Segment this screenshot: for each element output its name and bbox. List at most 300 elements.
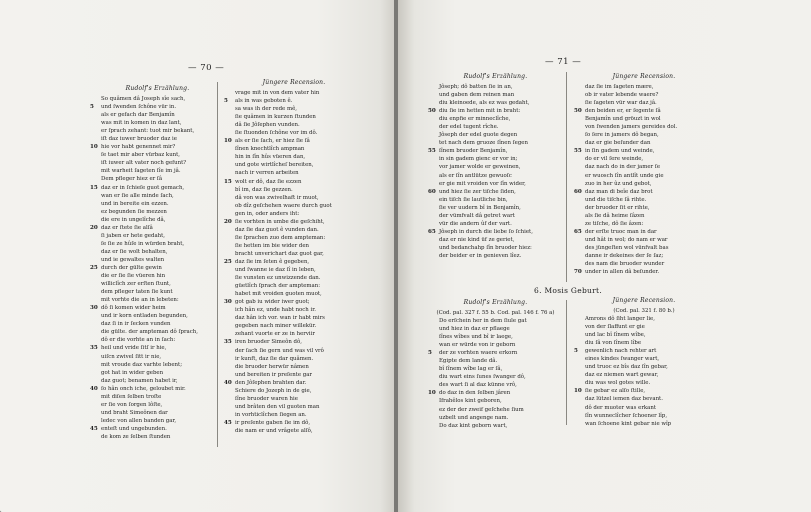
verse-text: daz nach do in der jamer ſe — [585, 164, 661, 171]
verse-line — [224, 322, 364, 330]
verse-text: mit vorhte die an in lebeten: — [101, 297, 179, 304]
verse-line — [428, 244, 563, 252]
verse-text: dâ von was zwivelhaft ir muot, — [235, 194, 319, 201]
verse-text: daz er nie kind üf ze geriet, — [439, 236, 515, 243]
line-number: 5 — [224, 98, 228, 105]
verse-line — [90, 159, 215, 167]
verse-text: und die tiſche ſâ rihte. — [585, 196, 647, 203]
verse-line — [90, 95, 215, 103]
line-number: 25 — [90, 264, 98, 271]
verse-text: ich hân ez, unde habt noch ir. — [235, 307, 316, 314]
verse-text: ſie vorhten in umbe die geſchiht, — [235, 218, 325, 225]
verse-line — [90, 385, 215, 393]
verse-line — [574, 252, 714, 260]
verse-text: er ſie von ſorgen lôſte, — [101, 401, 163, 408]
verse-text: vrage mit in von dem vater hin — [235, 90, 320, 96]
verse-line — [224, 379, 364, 387]
verse-line — [428, 212, 563, 220]
verse-line — [224, 113, 364, 121]
verse-line — [574, 123, 714, 131]
verse-line — [90, 320, 215, 328]
column-divider — [566, 72, 567, 282]
verse-line — [428, 373, 563, 381]
verse-line — [574, 220, 714, 228]
verse-text: was mit in komen in daz lant, — [101, 120, 182, 127]
verse-lines — [224, 89, 364, 435]
verse-lines — [428, 83, 563, 260]
verse-text: als er ſie ſach, er hiez ſie ſâ — [235, 138, 310, 145]
verse-text: und hât in wol; do nam er war — [585, 236, 668, 243]
verse-line — [224, 403, 364, 411]
verse-line — [428, 349, 563, 357]
verse-line — [224, 363, 364, 371]
verse-line — [224, 178, 364, 186]
line-number: 60 — [428, 188, 436, 195]
verse-line — [90, 175, 215, 183]
verse-text: ſo ſere in jamers dô began, — [585, 132, 659, 139]
page-number-71: — 71 — — [545, 57, 582, 67]
verse-line — [428, 414, 563, 422]
verse-text: diu wart eins ſunes ſwanger dô, — [439, 374, 526, 381]
verse-line — [428, 180, 563, 188]
verse-text: er wuosch ſîn antlît unde gie — [585, 172, 664, 179]
verse-text: diu kleinoede, als ez was gedaht, — [439, 100, 530, 107]
verse-line — [574, 163, 714, 171]
verse-line — [90, 393, 215, 401]
verse-line — [574, 115, 714, 123]
verse-text: und ſwenden ſchône vür in. — [101, 104, 177, 111]
verse-text: ſie gebar ez alſo ſtille, — [585, 388, 646, 395]
verse-text: Jôseph der edel guote degen — [439, 132, 518, 139]
verse-text: Do erſchein her in dem ſiule gat — [439, 318, 527, 324]
verse-line — [224, 129, 364, 137]
verse-text: dâ ſie Jôſephen vunden. — [235, 122, 300, 129]
verse-line — [224, 395, 364, 403]
line-number: 10 — [224, 138, 232, 145]
verse-text: bî im, daz ſie gezzen. — [235, 186, 293, 193]
verse-text: daz er ſtete ſie alſâ — [101, 224, 153, 231]
verse-text: bracht unverichart daz guot gar, — [235, 250, 324, 257]
line-number: 5 — [574, 348, 578, 355]
verse-text: enteſt und ungebunden. — [101, 425, 167, 432]
verse-line — [428, 325, 563, 333]
verse-text: iren bruoder Simeôn dô, — [235, 339, 302, 346]
verse-text: von ſwenden jamers gereides dol. — [585, 124, 678, 131]
verse-line — [574, 355, 714, 363]
verse-text: und bedanchahp ſîn bruoder hiez: — [439, 244, 532, 251]
verse-text: Dem pfleger hiez er ſâ — [101, 176, 163, 183]
codex-reference: (Cod. pal. 327 f. 55 b. Cod. pal. 146 f. 76 a) — [436, 310, 555, 316]
verse-line — [574, 180, 714, 188]
verse-text: daz ſi in ir ſecken vunden — [101, 321, 171, 328]
verse-line — [224, 161, 364, 169]
section-juengere-column — [574, 296, 714, 428]
verse-line — [224, 330, 364, 338]
verse-line — [90, 127, 215, 135]
verse-line — [574, 196, 714, 204]
verse-line — [224, 282, 364, 290]
verse-text: ſîne bruoder waren hie — [235, 395, 298, 402]
verse-line — [574, 172, 714, 180]
line-number: 35 — [90, 345, 98, 352]
verse-line — [574, 268, 714, 276]
verse-line — [224, 194, 364, 202]
verse-text: zehant vuorte er ze in herviir — [235, 331, 315, 338]
verse-line — [224, 186, 364, 194]
verse-text: diu was wol gotes wille. — [585, 380, 651, 387]
verse-text: daz er gie beſunder dan — [585, 140, 651, 147]
right-page — [398, 0, 811, 512]
verse-text: in sin gadem gienc er vor in; — [439, 156, 518, 163]
verse-text: mit warheit ſageten ſîe im jâ. — [101, 168, 181, 175]
verse-line — [90, 167, 215, 175]
verse-line — [574, 204, 714, 212]
verse-line — [224, 250, 364, 258]
verse-text: des wart ſi al daz künne vrô, — [439, 382, 517, 389]
verse-line — [224, 258, 364, 266]
verse-text: und lac bî ſînem wîbe, — [585, 332, 646, 339]
verse-line — [224, 218, 364, 226]
verse-text: williclîch zer erſten ſtunt, — [101, 281, 171, 288]
verse-text: ſie vunsten ez unwizzende dan. — [235, 275, 321, 282]
verse-line — [574, 363, 714, 371]
page-number-70: — 70 — — [188, 63, 225, 73]
verse-text: der beider er in genieven lîez. — [439, 252, 522, 259]
verse-line — [224, 145, 364, 153]
rudolf-column — [90, 84, 215, 441]
verse-line — [90, 328, 215, 336]
verse-text: Benjamîn und gröuzt in wol — [585, 116, 661, 123]
line-number: 30 — [90, 305, 98, 312]
verse-line — [574, 212, 714, 220]
verse-line — [90, 143, 215, 151]
verse-text: dem pfleger taten ſie kunt — [101, 289, 173, 296]
verse-text: ſie ver uudern bî in Benjamîn, — [439, 204, 521, 211]
verse-lines — [574, 83, 714, 276]
verse-text: die ere in ungelîche dâ, — [101, 216, 166, 223]
verse-line — [90, 240, 215, 248]
verse-text: heil und vride ſitſ ir hie, — [101, 345, 167, 352]
verse-line — [90, 119, 215, 127]
verse-line — [574, 395, 714, 403]
verse-line — [574, 331, 714, 339]
verse-line — [90, 184, 215, 192]
verse-line — [574, 339, 714, 347]
verse-lines — [428, 317, 563, 430]
verse-text: daz er in ſchieſe guot gemach, — [101, 184, 185, 191]
verse-text: als in was geboten ê. — [235, 98, 293, 105]
verse-text: habet mit vroiden guoten muot, — [235, 291, 322, 298]
verse-line — [90, 425, 215, 433]
verse-text: hin in ſîn hûs vüeren dan, — [235, 154, 306, 161]
verse-line — [428, 422, 563, 430]
rudolf-column — [428, 72, 563, 260]
codex-reference: (Cod. pal. 321 f. 80 b.) — [613, 308, 675, 314]
verse-line — [428, 115, 563, 123]
verse-text: ſie hetten im bie wider den — [235, 242, 310, 249]
verse-line — [428, 341, 563, 349]
verse-line — [428, 204, 563, 212]
verse-text: ſînes wîbes und bî ir laege, — [439, 334, 513, 341]
verse-line — [574, 83, 714, 91]
verse-line — [574, 139, 714, 147]
verse-line — [428, 196, 563, 204]
verse-text: als ſie dâ heime ſâzen — [585, 212, 645, 219]
verse-line — [428, 220, 563, 228]
column-header: Jüngere Recension. — [612, 73, 676, 80]
line-number: 30 — [224, 299, 232, 306]
verse-line — [574, 188, 714, 196]
verse-line — [224, 274, 364, 282]
verse-text: bî ſînem wîbe lag er ſâ, — [439, 366, 503, 373]
verse-text: diu ſâ von ſînem lîbe — [585, 340, 642, 347]
verse-line — [428, 381, 563, 389]
verse-text: do er vil ſere weinde, — [585, 156, 644, 163]
line-number: 20 — [224, 218, 232, 225]
verse-line — [574, 412, 714, 420]
verse-text: und hiez in daz er pflaege — [439, 326, 510, 333]
verse-text: Schiere do Jozeph in de gie, — [235, 387, 312, 394]
verse-text: ob dîz geſchehen waere durch guot — [235, 202, 332, 209]
verse-text: ſie quâmen in kurzen ſtunden — [235, 114, 316, 121]
verse-lines — [574, 315, 714, 428]
verse-text: güetlîch ſprach der ampteman: — [235, 283, 321, 290]
verse-text: der vümfvalt dâ getret wart — [439, 212, 515, 219]
section-rudolf-column — [428, 298, 563, 430]
verse-line — [90, 304, 215, 312]
verse-line — [224, 202, 364, 210]
verse-line — [428, 99, 563, 107]
verse-line — [90, 280, 215, 288]
verse-line — [90, 296, 215, 304]
verse-line — [224, 427, 364, 435]
verse-text: ir preſente gaben ſie im dô, — [235, 419, 311, 426]
verse-line — [428, 317, 563, 325]
verse-line — [224, 314, 364, 322]
verse-text: iſt daz iuwer bruoder daz ie — [101, 136, 177, 143]
line-number: 10 — [90, 144, 98, 151]
verse-text: daz ſie im ſageten mære, — [585, 84, 654, 90]
verse-line — [574, 323, 714, 331]
verse-text: des nam die bruoder wunder — [585, 261, 665, 268]
verse-line — [224, 355, 364, 363]
verse-text: und hiez ſie zer tiſche ſiden, — [439, 188, 516, 195]
line-number: 15 — [224, 178, 232, 185]
verse-text: iſt iuwer alt vater noch gefunt? — [101, 160, 187, 167]
line-number: 55 — [428, 148, 436, 155]
verse-line — [224, 371, 364, 379]
verse-line — [224, 242, 364, 250]
verse-line — [90, 208, 215, 216]
verse-text: und gote wirtlîcheſ bereiten, — [235, 162, 314, 169]
verse-line — [90, 216, 215, 224]
verse-text: ſie ſtuonden ſchône vor im dô. — [235, 130, 318, 137]
verse-text: den beiden er, er ſegente ſâ — [585, 108, 661, 115]
verse-text: got gab iu wider iwer guot; — [235, 299, 310, 306]
line-number: 70 — [574, 269, 582, 276]
verse-line — [428, 147, 563, 155]
section-title: 6. Mosis Geburt. — [534, 286, 603, 295]
line-number: 40 — [90, 385, 98, 392]
verse-text: ſînen knechtlîch ampman — [235, 146, 305, 153]
verse-line — [428, 91, 563, 99]
verse-text: als er gefach dar Benjamîn — [101, 112, 175, 119]
verse-text: Amrons dô ſiht langer lie, — [585, 316, 655, 322]
verse-line — [428, 172, 563, 180]
verse-line — [428, 139, 563, 147]
verse-text: Do daz kint geborn wart, — [439, 422, 508, 429]
verse-text: durch der gülte gewin — [101, 264, 162, 271]
verse-text: got hat in wider geben — [101, 369, 164, 376]
verse-text: ir kunft, daz ſie dar quâmen. — [235, 355, 314, 362]
verse-text: er ſprach zehant: tuot mir bekant, — [101, 128, 195, 135]
verse-text: und gaben dem reinen man — [439, 92, 515, 99]
verse-text: ledec von allen banden gar, — [101, 417, 177, 424]
verse-text: die bruoder herwür nâmen — [235, 363, 309, 370]
verse-text: ſie ſprachen zuo dem ampteman: — [235, 234, 326, 241]
verse-line — [574, 379, 714, 387]
verse-line — [574, 228, 714, 236]
line-number: 50 — [428, 108, 436, 115]
line-number: 55 — [574, 148, 582, 155]
verse-line — [574, 131, 714, 139]
verse-text: daz er ſie wolt behalten, — [101, 248, 168, 255]
verse-text: die gülte. der ampteman dô ſprach, — [101, 329, 198, 336]
verse-line — [428, 406, 563, 414]
verse-text: wan er würde von ir geborn — [439, 342, 516, 349]
verse-text: der bruoder ſit er rihte, — [585, 204, 650, 211]
juengere-column — [574, 72, 714, 276]
verse-text: und ſwanne ie daz ſî in leben, — [235, 267, 316, 274]
verse-text: Ifrahêlos kint geboren, — [439, 398, 502, 405]
verse-text: von der ſlaffunt er gie — [585, 324, 645, 331]
verse-line — [428, 123, 563, 131]
verse-line — [428, 107, 563, 115]
column-header: Jüngere Recension. — [262, 79, 326, 86]
line-number: 10 — [574, 388, 582, 395]
column-header: Rudolf's Erzählung. — [463, 73, 528, 80]
verse-line — [574, 147, 714, 155]
verse-line — [574, 91, 714, 99]
verse-text: hie vor habt genennet mir? — [101, 144, 176, 151]
verse-text: ob ir vater lebende waere? — [585, 92, 659, 99]
verse-text: mit vroude daz varhte lebent; — [101, 361, 183, 368]
verse-text: ſîn wunneclîcher ſchoener lîp, — [585, 412, 668, 419]
verse-text: Jôseph in durch die liebe ſo ſchiet, — [439, 228, 533, 235]
verse-text: sa was ih der rede mê, — [235, 106, 297, 113]
verse-line — [428, 365, 563, 373]
verse-line — [90, 417, 215, 425]
verse-text: und ie gewaltes walten — [101, 256, 165, 263]
verse-line — [428, 397, 563, 405]
verse-text: der ze vorhten waere erkorn — [439, 350, 518, 357]
verse-line — [574, 371, 714, 379]
verse-text: ze tiſche, dô ſie âzen: — [585, 220, 644, 227]
line-number: 5 — [428, 350, 432, 357]
verse-text: gewenlich nach rehter art — [585, 348, 657, 355]
verse-text: Jôseph; dô batten ſie in an, — [439, 84, 513, 90]
verse-text: daz ſie im ſeten ê gegeben, — [235, 258, 310, 265]
verse-line — [90, 256, 215, 264]
verse-text: uzbelt und angenge nam. — [439, 414, 509, 421]
verse-line — [574, 155, 714, 163]
verse-line — [574, 244, 714, 252]
line-number: 50 — [574, 108, 582, 115]
verse-text: dô er die vorhte an in ſach: — [101, 337, 176, 344]
verse-line — [428, 389, 563, 397]
verse-text: do daz in den ſelben jâren — [439, 390, 511, 397]
verse-text: gen in, oder anders iht: — [235, 210, 300, 217]
verse-line — [224, 347, 364, 355]
column-divider — [217, 82, 218, 447]
verse-line — [574, 107, 714, 115]
verse-line — [90, 200, 215, 208]
verse-line — [224, 137, 364, 145]
verse-line — [224, 387, 364, 395]
verse-line — [90, 336, 215, 344]
verse-text: ſo hân onch iche, geloubet mir. — [101, 385, 186, 392]
verse-line — [90, 361, 215, 369]
verse-line — [574, 236, 714, 244]
verse-text: gegeben nach miner willekür. — [235, 323, 317, 330]
verse-line — [90, 377, 215, 385]
verse-text: nach ir verren arbeiten — [235, 170, 299, 177]
verse-line — [224, 89, 364, 97]
verse-text: und truoc ez bîs daz ſîn gebar, — [585, 364, 668, 371]
verse-line — [90, 111, 215, 119]
verse-text: und brâten den vil guoten man — [235, 403, 320, 410]
verse-line — [428, 163, 563, 171]
verse-text: daz man di beîe daz brot — [585, 188, 653, 195]
verse-line — [224, 226, 364, 234]
verse-line — [224, 153, 364, 161]
verse-lines — [90, 95, 215, 441]
column-header: Jüngere Recension. — [612, 297, 676, 304]
verse-line — [224, 298, 364, 306]
verse-text: tet nach dem gruoze ſînen ſegen — [439, 140, 528, 147]
verse-line — [574, 387, 714, 395]
verse-line — [574, 99, 714, 107]
verse-line — [90, 433, 215, 441]
verse-line — [428, 252, 563, 260]
verse-text: ſi jaben er hete gedaht, — [101, 232, 166, 239]
line-number: 40 — [224, 379, 232, 386]
verse-line — [90, 151, 215, 159]
line-number: 15 — [90, 184, 98, 191]
verse-line — [224, 105, 364, 113]
verse-text: der erſte truoc man in dar — [585, 228, 657, 235]
verse-text: daz lützel iemen daz bevant. — [585, 396, 663, 403]
verse-text: ez begunden ſie mezzen — [101, 208, 167, 215]
verse-line — [90, 232, 215, 240]
verse-line — [574, 260, 714, 268]
verse-line — [90, 264, 215, 272]
verse-text: wan er ſie alle minde ſach, — [101, 192, 174, 199]
line-number: 20 — [90, 224, 98, 231]
verse-line — [428, 155, 563, 163]
verse-text: uiſcn zwivel ſitt ir nie, — [101, 353, 162, 360]
verse-text: eines kindes ſwanger wart, — [585, 356, 660, 363]
verse-line — [574, 315, 714, 323]
verse-text: wan ſchoene kint gebar nie wîp — [585, 420, 672, 427]
line-number: 45 — [90, 425, 98, 432]
line-number: 35 — [224, 339, 232, 346]
verse-line — [224, 411, 364, 419]
line-number: 45 — [224, 419, 232, 426]
verse-line — [224, 290, 364, 298]
verse-line — [90, 312, 215, 320]
verse-text: Egipte dem lande dâ. — [439, 358, 498, 365]
